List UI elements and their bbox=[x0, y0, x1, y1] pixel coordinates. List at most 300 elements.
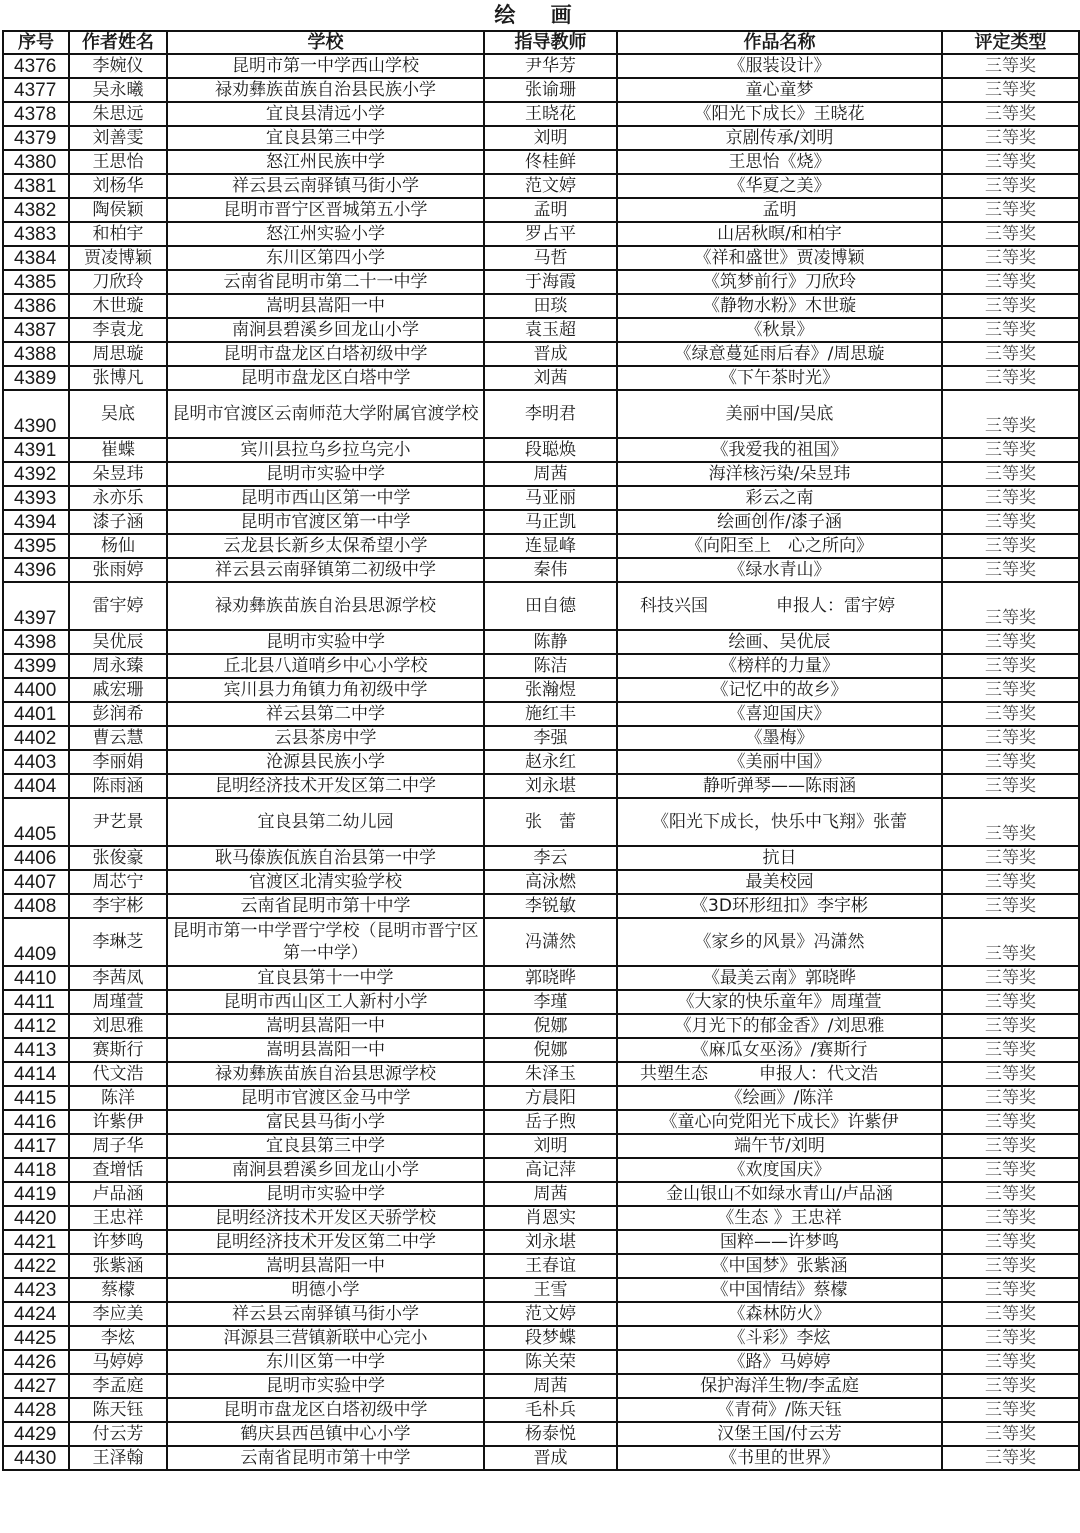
cell-id: 4407 bbox=[3, 870, 69, 894]
cell-work: 《喜迎国庆》 bbox=[617, 702, 942, 726]
cell-id: 4408 bbox=[3, 894, 69, 918]
cell-award: 三等奖 bbox=[942, 1278, 1079, 1302]
cell-id: 4409 bbox=[3, 918, 69, 966]
table-row bbox=[3, 870, 1079, 894]
cell-work: 《服装设计》 bbox=[617, 54, 942, 78]
cell-author: 贾凌博颖 bbox=[69, 246, 167, 270]
table-row bbox=[3, 966, 1079, 990]
cell-author: 张俊豪 bbox=[69, 846, 167, 870]
cell-id: 4377 bbox=[3, 78, 69, 102]
table-row bbox=[3, 270, 1079, 294]
cell-award: 三等奖 bbox=[942, 798, 1079, 846]
table-row bbox=[3, 750, 1079, 774]
cell-school: 昆明市实验中学 bbox=[167, 630, 484, 654]
table-row bbox=[3, 1182, 1079, 1206]
cell-award: 三等奖 bbox=[942, 966, 1079, 990]
cell-school: 云南省昆明市第十中学 bbox=[167, 894, 484, 918]
table-row bbox=[3, 1254, 1079, 1278]
cell-author: 雷宇婷 bbox=[69, 582, 167, 630]
cell-award: 三等奖 bbox=[942, 390, 1079, 438]
cell-award: 三等奖 bbox=[942, 1326, 1079, 1350]
table-row bbox=[3, 726, 1079, 750]
cell-teacher: 冯潇然 bbox=[484, 918, 617, 966]
cell-author: 张博凡 bbox=[69, 366, 167, 390]
cell-school: 禄劝彝族苗族自治县思源学校 bbox=[167, 582, 484, 630]
table-row bbox=[3, 342, 1079, 366]
cell-award: 三等奖 bbox=[942, 846, 1079, 870]
table-row bbox=[3, 174, 1079, 198]
cell-teacher: 田自德 bbox=[484, 582, 617, 630]
cell-teacher: 晋成 bbox=[484, 342, 617, 366]
cell-author: 和柏宇 bbox=[69, 222, 167, 246]
cell-teacher: 孟明 bbox=[484, 198, 617, 222]
cell-teacher: 张谕珊 bbox=[484, 78, 617, 102]
cell-work: 保护海洋生物/李孟庭 bbox=[617, 1374, 942, 1398]
cell-school: 昆明经济技术开发区第二中学 bbox=[167, 1230, 484, 1254]
cell-school: 昆明市实验中学 bbox=[167, 1374, 484, 1398]
cell-award: 三等奖 bbox=[942, 1374, 1079, 1398]
cell-teacher: 朱泽玉 bbox=[484, 1062, 617, 1086]
cell-id: 4426 bbox=[3, 1350, 69, 1374]
cell-award: 三等奖 bbox=[942, 342, 1079, 366]
cell-id: 4423 bbox=[3, 1278, 69, 1302]
cell-id: 4421 bbox=[3, 1230, 69, 1254]
cell-award: 三等奖 bbox=[942, 366, 1079, 390]
cell-id: 4378 bbox=[3, 102, 69, 126]
cell-school: 宜良县第十一中学 bbox=[167, 966, 484, 990]
table-row bbox=[3, 1350, 1079, 1374]
cell-award: 三等奖 bbox=[942, 126, 1079, 150]
cell-award: 三等奖 bbox=[942, 774, 1079, 798]
cell-award: 三等奖 bbox=[942, 1398, 1079, 1422]
cell-author: 代文浩 bbox=[69, 1062, 167, 1086]
cell-teacher: 杨泰悦 bbox=[484, 1422, 617, 1446]
table-row bbox=[3, 1038, 1079, 1062]
cell-award: 三等奖 bbox=[942, 678, 1079, 702]
cell-award: 三等奖 bbox=[942, 294, 1079, 318]
cell-teacher: 刘明 bbox=[484, 1134, 617, 1158]
cell-teacher: 刘明 bbox=[484, 126, 617, 150]
cell-award: 三等奖 bbox=[942, 78, 1079, 102]
cell-work: 静听弹琴——陈雨涵 bbox=[617, 774, 942, 798]
cell-school: 嵩明县嵩阳一中 bbox=[167, 294, 484, 318]
cell-school: 云南省昆明市第二十一中学 bbox=[167, 270, 484, 294]
cell-work: 孟明 bbox=[617, 198, 942, 222]
cell-id: 4417 bbox=[3, 1134, 69, 1158]
cell-id: 4420 bbox=[3, 1206, 69, 1230]
cell-teacher: 周茜 bbox=[484, 462, 617, 486]
table-row bbox=[3, 702, 1079, 726]
cell-school: 昆明市第一中学西山学校 bbox=[167, 54, 484, 78]
cell-school: 东川区第一中学 bbox=[167, 1350, 484, 1374]
cell-id: 4401 bbox=[3, 702, 69, 726]
cell-school: 祥云县云南驿镇马街小学 bbox=[167, 174, 484, 198]
cell-award: 三等奖 bbox=[942, 150, 1079, 174]
cell-id: 4380 bbox=[3, 150, 69, 174]
cell-id: 4383 bbox=[3, 222, 69, 246]
cell-award: 三等奖 bbox=[942, 1182, 1079, 1206]
cell-author: 张雨婷 bbox=[69, 558, 167, 582]
cell-work: 抗日 bbox=[617, 846, 942, 870]
cell-school: 昆明市西山区第一中学 bbox=[167, 486, 484, 510]
cell-teacher: 马正凯 bbox=[484, 510, 617, 534]
cell-work: 《斗彩》李炫 bbox=[617, 1326, 942, 1350]
cell-school: 耿马傣族佤族自治县第一中学 bbox=[167, 846, 484, 870]
table-row bbox=[3, 774, 1079, 798]
cell-school: 宜良县第三中学 bbox=[167, 126, 484, 150]
cell-work: 《秋景》 bbox=[617, 318, 942, 342]
cell-author: 李袁龙 bbox=[69, 318, 167, 342]
cell-award: 三等奖 bbox=[942, 702, 1079, 726]
cell-author: 杨仙 bbox=[69, 534, 167, 558]
cell-work: 《下午茶时光》 bbox=[617, 366, 942, 390]
cell-work: 《生态 》王忠祥 bbox=[617, 1206, 942, 1230]
cell-id: 4397 bbox=[3, 582, 69, 630]
cell-school: 禄劝彝族苗族自治县民族小学 bbox=[167, 78, 484, 102]
cell-work: 童心童梦 bbox=[617, 78, 942, 102]
cell-id: 4425 bbox=[3, 1326, 69, 1350]
table-row bbox=[3, 54, 1079, 78]
cell-teacher: 李强 bbox=[484, 726, 617, 750]
cell-teacher: 马亚丽 bbox=[484, 486, 617, 510]
cell-author: 刘善雯 bbox=[69, 126, 167, 150]
cell-id: 4385 bbox=[3, 270, 69, 294]
cell-author: 永亦乐 bbox=[69, 486, 167, 510]
cell-id: 4416 bbox=[3, 1110, 69, 1134]
cell-award: 三等奖 bbox=[942, 54, 1079, 78]
cell-author: 蔡檬 bbox=[69, 1278, 167, 1302]
cell-work: 《家乡的风景》冯潇然 bbox=[617, 918, 942, 966]
cell-award: 三等奖 bbox=[942, 750, 1079, 774]
cell-work: 《向阳至上 心之所向》 bbox=[617, 534, 942, 558]
cell-work: 端午节/刘明 bbox=[617, 1134, 942, 1158]
cell-work: 海洋核污染/朵昱玮 bbox=[617, 462, 942, 486]
cell-work: 《记忆中的故乡》 bbox=[617, 678, 942, 702]
cell-award: 三等奖 bbox=[942, 1086, 1079, 1110]
cell-award: 三等奖 bbox=[942, 582, 1079, 630]
cell-work: 《祥和盛世》贾凌博颖 bbox=[617, 246, 942, 270]
page-title: 绘 画 bbox=[494, 3, 586, 27]
cell-author: 李应美 bbox=[69, 1302, 167, 1326]
cell-work: 山居秋暝/和柏宇 bbox=[617, 222, 942, 246]
cell-school: 丘北县八道哨乡中心小学校 bbox=[167, 654, 484, 678]
table-row bbox=[3, 990, 1079, 1014]
cell-author: 吴底 bbox=[69, 390, 167, 438]
cell-id: 4419 bbox=[3, 1182, 69, 1206]
cell-school: 富民县马街小学 bbox=[167, 1110, 484, 1134]
cell-id: 4427 bbox=[3, 1374, 69, 1398]
table-row bbox=[3, 486, 1079, 510]
cell-author: 陈洋 bbox=[69, 1086, 167, 1110]
cell-work: 《华夏之美》 bbox=[617, 174, 942, 198]
cell-work: 《欢度国庆》 bbox=[617, 1158, 942, 1182]
cell-id: 4402 bbox=[3, 726, 69, 750]
table-row bbox=[3, 534, 1079, 558]
cell-work: 科技兴国 申报人：雷宇婷 bbox=[617, 582, 942, 630]
cell-author: 王思怡 bbox=[69, 150, 167, 174]
cell-award: 三等奖 bbox=[942, 462, 1079, 486]
cell-id: 4393 bbox=[3, 486, 69, 510]
cell-teacher: 张瀚煜 bbox=[484, 678, 617, 702]
cell-award: 三等奖 bbox=[942, 510, 1079, 534]
table-row bbox=[3, 1230, 1079, 1254]
cell-work: 共塑生态 申报人：代文浩 bbox=[617, 1062, 942, 1086]
cell-work: 《绿意蔓延雨后春》/周思璇 bbox=[617, 342, 942, 366]
table-row bbox=[3, 1398, 1079, 1422]
cell-work: 京剧传承/刘明 bbox=[617, 126, 942, 150]
cell-work: 《森林防火》 bbox=[617, 1302, 942, 1326]
cell-id: 4398 bbox=[3, 630, 69, 654]
table-row bbox=[3, 1446, 1079, 1470]
cell-school: 昆明市盘龙区白塔中学 bbox=[167, 366, 484, 390]
cell-work: 《路》马婷婷 bbox=[617, 1350, 942, 1374]
cell-school: 昆明经济技术开发区第二中学 bbox=[167, 774, 484, 798]
cell-award: 三等奖 bbox=[942, 486, 1079, 510]
cell-award: 三等奖 bbox=[942, 534, 1079, 558]
table-row bbox=[3, 246, 1079, 270]
table-row bbox=[3, 438, 1079, 462]
cell-award: 三等奖 bbox=[942, 1302, 1079, 1326]
cell-school: 官渡区北清实验学校 bbox=[167, 870, 484, 894]
cell-work: 《麻瓜女巫汤》/赛斯行 bbox=[617, 1038, 942, 1062]
cell-award: 三等奖 bbox=[942, 726, 1079, 750]
cell-author: 周瑾萱 bbox=[69, 990, 167, 1014]
cell-author: 陶侯颖 bbox=[69, 198, 167, 222]
cell-school: 嵩明县嵩阳一中 bbox=[167, 1254, 484, 1278]
cell-author: 赛斯行 bbox=[69, 1038, 167, 1062]
cell-id: 4386 bbox=[3, 294, 69, 318]
cell-school: 嵩明县嵩阳一中 bbox=[167, 1014, 484, 1038]
cell-school: 禄劝彝族苗族自治县思源学校 bbox=[167, 1062, 484, 1086]
cell-id: 4394 bbox=[3, 510, 69, 534]
cell-award: 三等奖 bbox=[942, 1110, 1079, 1134]
cell-id: 4399 bbox=[3, 654, 69, 678]
column-header-id: 序号 bbox=[3, 31, 69, 54]
cell-school: 南涧县碧溪乡回龙山小学 bbox=[167, 318, 484, 342]
cell-author: 曹云慧 bbox=[69, 726, 167, 750]
table-row bbox=[3, 1062, 1079, 1086]
cell-teacher: 刘永堪 bbox=[484, 1230, 617, 1254]
cell-id: 4389 bbox=[3, 366, 69, 390]
cell-award: 三等奖 bbox=[942, 1038, 1079, 1062]
cell-school: 昆明市西山区工人新村小学 bbox=[167, 990, 484, 1014]
cell-author: 李宇彬 bbox=[69, 894, 167, 918]
cell-id: 4381 bbox=[3, 174, 69, 198]
cell-award: 三等奖 bbox=[942, 174, 1079, 198]
cell-teacher: 赵永红 bbox=[484, 750, 617, 774]
cell-work: 国粹——许梦鸣 bbox=[617, 1230, 942, 1254]
table-row bbox=[3, 1014, 1079, 1038]
cell-award: 三等奖 bbox=[942, 894, 1079, 918]
cell-award: 三等奖 bbox=[942, 222, 1079, 246]
cell-award: 三等奖 bbox=[942, 654, 1079, 678]
cell-teacher: 段聪焕 bbox=[484, 438, 617, 462]
cell-id: 4410 bbox=[3, 966, 69, 990]
table-body bbox=[3, 54, 1079, 1470]
cell-author: 尹艺景 bbox=[69, 798, 167, 846]
cell-award: 三等奖 bbox=[942, 1062, 1079, 1086]
cell-id: 4396 bbox=[3, 558, 69, 582]
cell-author: 刘杨华 bbox=[69, 174, 167, 198]
cell-school: 宜良县第二幼儿园 bbox=[167, 798, 484, 846]
cell-award: 三等奖 bbox=[942, 1446, 1079, 1470]
cell-teacher: 倪娜 bbox=[484, 1038, 617, 1062]
cell-id: 4391 bbox=[3, 438, 69, 462]
cell-author: 彭润希 bbox=[69, 702, 167, 726]
cell-school: 宾川县力角镇力角初级中学 bbox=[167, 678, 484, 702]
cell-author: 吴永曦 bbox=[69, 78, 167, 102]
cell-award: 三等奖 bbox=[942, 558, 1079, 582]
cell-teacher: 范文婷 bbox=[484, 1302, 617, 1326]
cell-id: 4414 bbox=[3, 1062, 69, 1086]
cell-work: 《美丽中国》 bbox=[617, 750, 942, 774]
table-row bbox=[3, 894, 1079, 918]
table-row bbox=[3, 1110, 1079, 1134]
cell-teacher: 李云 bbox=[484, 846, 617, 870]
table-row bbox=[3, 1134, 1079, 1158]
column-header-work: 作品名称 bbox=[617, 31, 942, 54]
cell-school: 祥云县云南驿镇第二初级中学 bbox=[167, 558, 484, 582]
table-row bbox=[3, 366, 1079, 390]
cell-teacher: 刘茜 bbox=[484, 366, 617, 390]
cell-award: 三等奖 bbox=[942, 246, 1079, 270]
cell-award: 三等奖 bbox=[942, 270, 1079, 294]
table-row bbox=[3, 1278, 1079, 1302]
cell-teacher: 肖恩实 bbox=[484, 1206, 617, 1230]
cell-author: 陈天钰 bbox=[69, 1398, 167, 1422]
cell-award: 三等奖 bbox=[942, 1254, 1079, 1278]
cell-work: 彩云之南 bbox=[617, 486, 942, 510]
cell-award: 三等奖 bbox=[942, 1230, 1079, 1254]
table-row bbox=[3, 294, 1079, 318]
cell-author: 木世璇 bbox=[69, 294, 167, 318]
cell-id: 4395 bbox=[3, 534, 69, 558]
cell-teacher: 佟桂鲜 bbox=[484, 150, 617, 174]
cell-teacher: 施红丰 bbox=[484, 702, 617, 726]
table-row bbox=[3, 78, 1079, 102]
cell-school: 昆明市官渡区第一中学 bbox=[167, 510, 484, 534]
cell-work: 绘画创作/漆子涵 bbox=[617, 510, 942, 534]
cell-id: 4422 bbox=[3, 1254, 69, 1278]
cell-school: 昆明市盘龙区白塔初级中学 bbox=[167, 342, 484, 366]
column-header-teacher: 指导教师 bbox=[484, 31, 617, 54]
cell-teacher: 陈关荣 bbox=[484, 1350, 617, 1374]
cell-school: 怒江州实验小学 bbox=[167, 222, 484, 246]
cell-work: 《中国情结》蔡檬 bbox=[617, 1278, 942, 1302]
cell-teacher: 罗占平 bbox=[484, 222, 617, 246]
column-header-award: 评定类型 bbox=[942, 31, 1079, 54]
cell-id: 4392 bbox=[3, 462, 69, 486]
cell-teacher: 尹华芳 bbox=[484, 54, 617, 78]
cell-school: 云南省昆明市第十中学 bbox=[167, 1446, 484, 1470]
cell-id: 4390 bbox=[3, 390, 69, 438]
cell-school: 祥云县第二中学 bbox=[167, 702, 484, 726]
cell-work: 《筑梦前行》刀欣玲 bbox=[617, 270, 942, 294]
table-row bbox=[3, 630, 1079, 654]
cell-school: 宜良县清远小学 bbox=[167, 102, 484, 126]
cell-author: 查增恬 bbox=[69, 1158, 167, 1182]
cell-author: 李丽娟 bbox=[69, 750, 167, 774]
cell-work: 《墨梅》 bbox=[617, 726, 942, 750]
cell-id: 4404 bbox=[3, 774, 69, 798]
cell-school: 昆明市实验中学 bbox=[167, 1182, 484, 1206]
cell-award: 三等奖 bbox=[942, 1158, 1079, 1182]
cell-school: 宜良县第三中学 bbox=[167, 1134, 484, 1158]
cell-school: 祥云县云南驿镇马街小学 bbox=[167, 1302, 484, 1326]
table-row bbox=[3, 558, 1079, 582]
table-row bbox=[3, 1326, 1079, 1350]
cell-work: 汉堡王国/付云芳 bbox=[617, 1422, 942, 1446]
cell-teacher: 陈静 bbox=[484, 630, 617, 654]
cell-award: 三等奖 bbox=[942, 1422, 1079, 1446]
cell-teacher: 段梦蝶 bbox=[484, 1326, 617, 1350]
cell-teacher: 方晨阳 bbox=[484, 1086, 617, 1110]
table-row bbox=[3, 1158, 1079, 1182]
cell-teacher: 田琰 bbox=[484, 294, 617, 318]
cell-author: 李孟庭 bbox=[69, 1374, 167, 1398]
table-row bbox=[3, 846, 1079, 870]
cell-id: 4400 bbox=[3, 678, 69, 702]
cell-id: 4428 bbox=[3, 1398, 69, 1422]
cell-school: 宾川县拉乌乡拉乌完小 bbox=[167, 438, 484, 462]
cell-school: 明德小学 bbox=[167, 1278, 484, 1302]
cell-teacher: 王雪 bbox=[484, 1278, 617, 1302]
cell-teacher: 王晓花 bbox=[484, 102, 617, 126]
cell-work: 《青荷》/陈天钰 bbox=[617, 1398, 942, 1422]
cell-teacher: 毛朴兵 bbox=[484, 1398, 617, 1422]
cell-work: 《童心向党阳光下成长》许紫伊 bbox=[617, 1110, 942, 1134]
cell-work: 《中国梦》张紫涵 bbox=[617, 1254, 942, 1278]
table-row bbox=[3, 510, 1079, 534]
cell-author: 马婷婷 bbox=[69, 1350, 167, 1374]
cell-work: 《月光下的郁金香》/刘思雅 bbox=[617, 1014, 942, 1038]
cell-id: 4376 bbox=[3, 54, 69, 78]
cell-work: 《阳光下成长，快乐中飞翔》张蕾 bbox=[617, 798, 942, 846]
cell-id: 4415 bbox=[3, 1086, 69, 1110]
cell-teacher: 高记萍 bbox=[484, 1158, 617, 1182]
cell-teacher: 倪娜 bbox=[484, 1014, 617, 1038]
cell-teacher: 刘永堪 bbox=[484, 774, 617, 798]
cell-id: 4430 bbox=[3, 1446, 69, 1470]
table-row bbox=[3, 1422, 1079, 1446]
table-row bbox=[3, 222, 1079, 246]
cell-school: 嵩明县嵩阳一中 bbox=[167, 1038, 484, 1062]
table-row bbox=[3, 1302, 1079, 1326]
cell-work: 《绘画》/陈洋 bbox=[617, 1086, 942, 1110]
cell-author: 许梦鸣 bbox=[69, 1230, 167, 1254]
cell-id: 4413 bbox=[3, 1038, 69, 1062]
cell-author: 周芯宁 bbox=[69, 870, 167, 894]
cell-author: 王忠祥 bbox=[69, 1206, 167, 1230]
cell-award: 三等奖 bbox=[942, 1014, 1079, 1038]
cell-author: 周思璇 bbox=[69, 342, 167, 366]
cell-id: 4403 bbox=[3, 750, 69, 774]
cell-school: 鹤庆县西邑镇中心小学 bbox=[167, 1422, 484, 1446]
cell-school: 洱源县三营镇新联中心完小 bbox=[167, 1326, 484, 1350]
table-row bbox=[3, 390, 1079, 438]
cell-author: 戚宏珊 bbox=[69, 678, 167, 702]
cell-teacher: 袁玉超 bbox=[484, 318, 617, 342]
awards-table bbox=[2, 30, 1080, 1471]
cell-teacher: 陈洁 bbox=[484, 654, 617, 678]
cell-teacher: 马哲 bbox=[484, 246, 617, 270]
cell-award: 三等奖 bbox=[942, 198, 1079, 222]
cell-id: 4384 bbox=[3, 246, 69, 270]
cell-teacher: 李锐敏 bbox=[484, 894, 617, 918]
cell-school: 昆明市官渡区云南师范大学附属官渡学校 bbox=[167, 390, 484, 438]
cell-work: 《书里的世界》 bbox=[617, 1446, 942, 1470]
cell-award: 三等奖 bbox=[942, 1134, 1079, 1158]
